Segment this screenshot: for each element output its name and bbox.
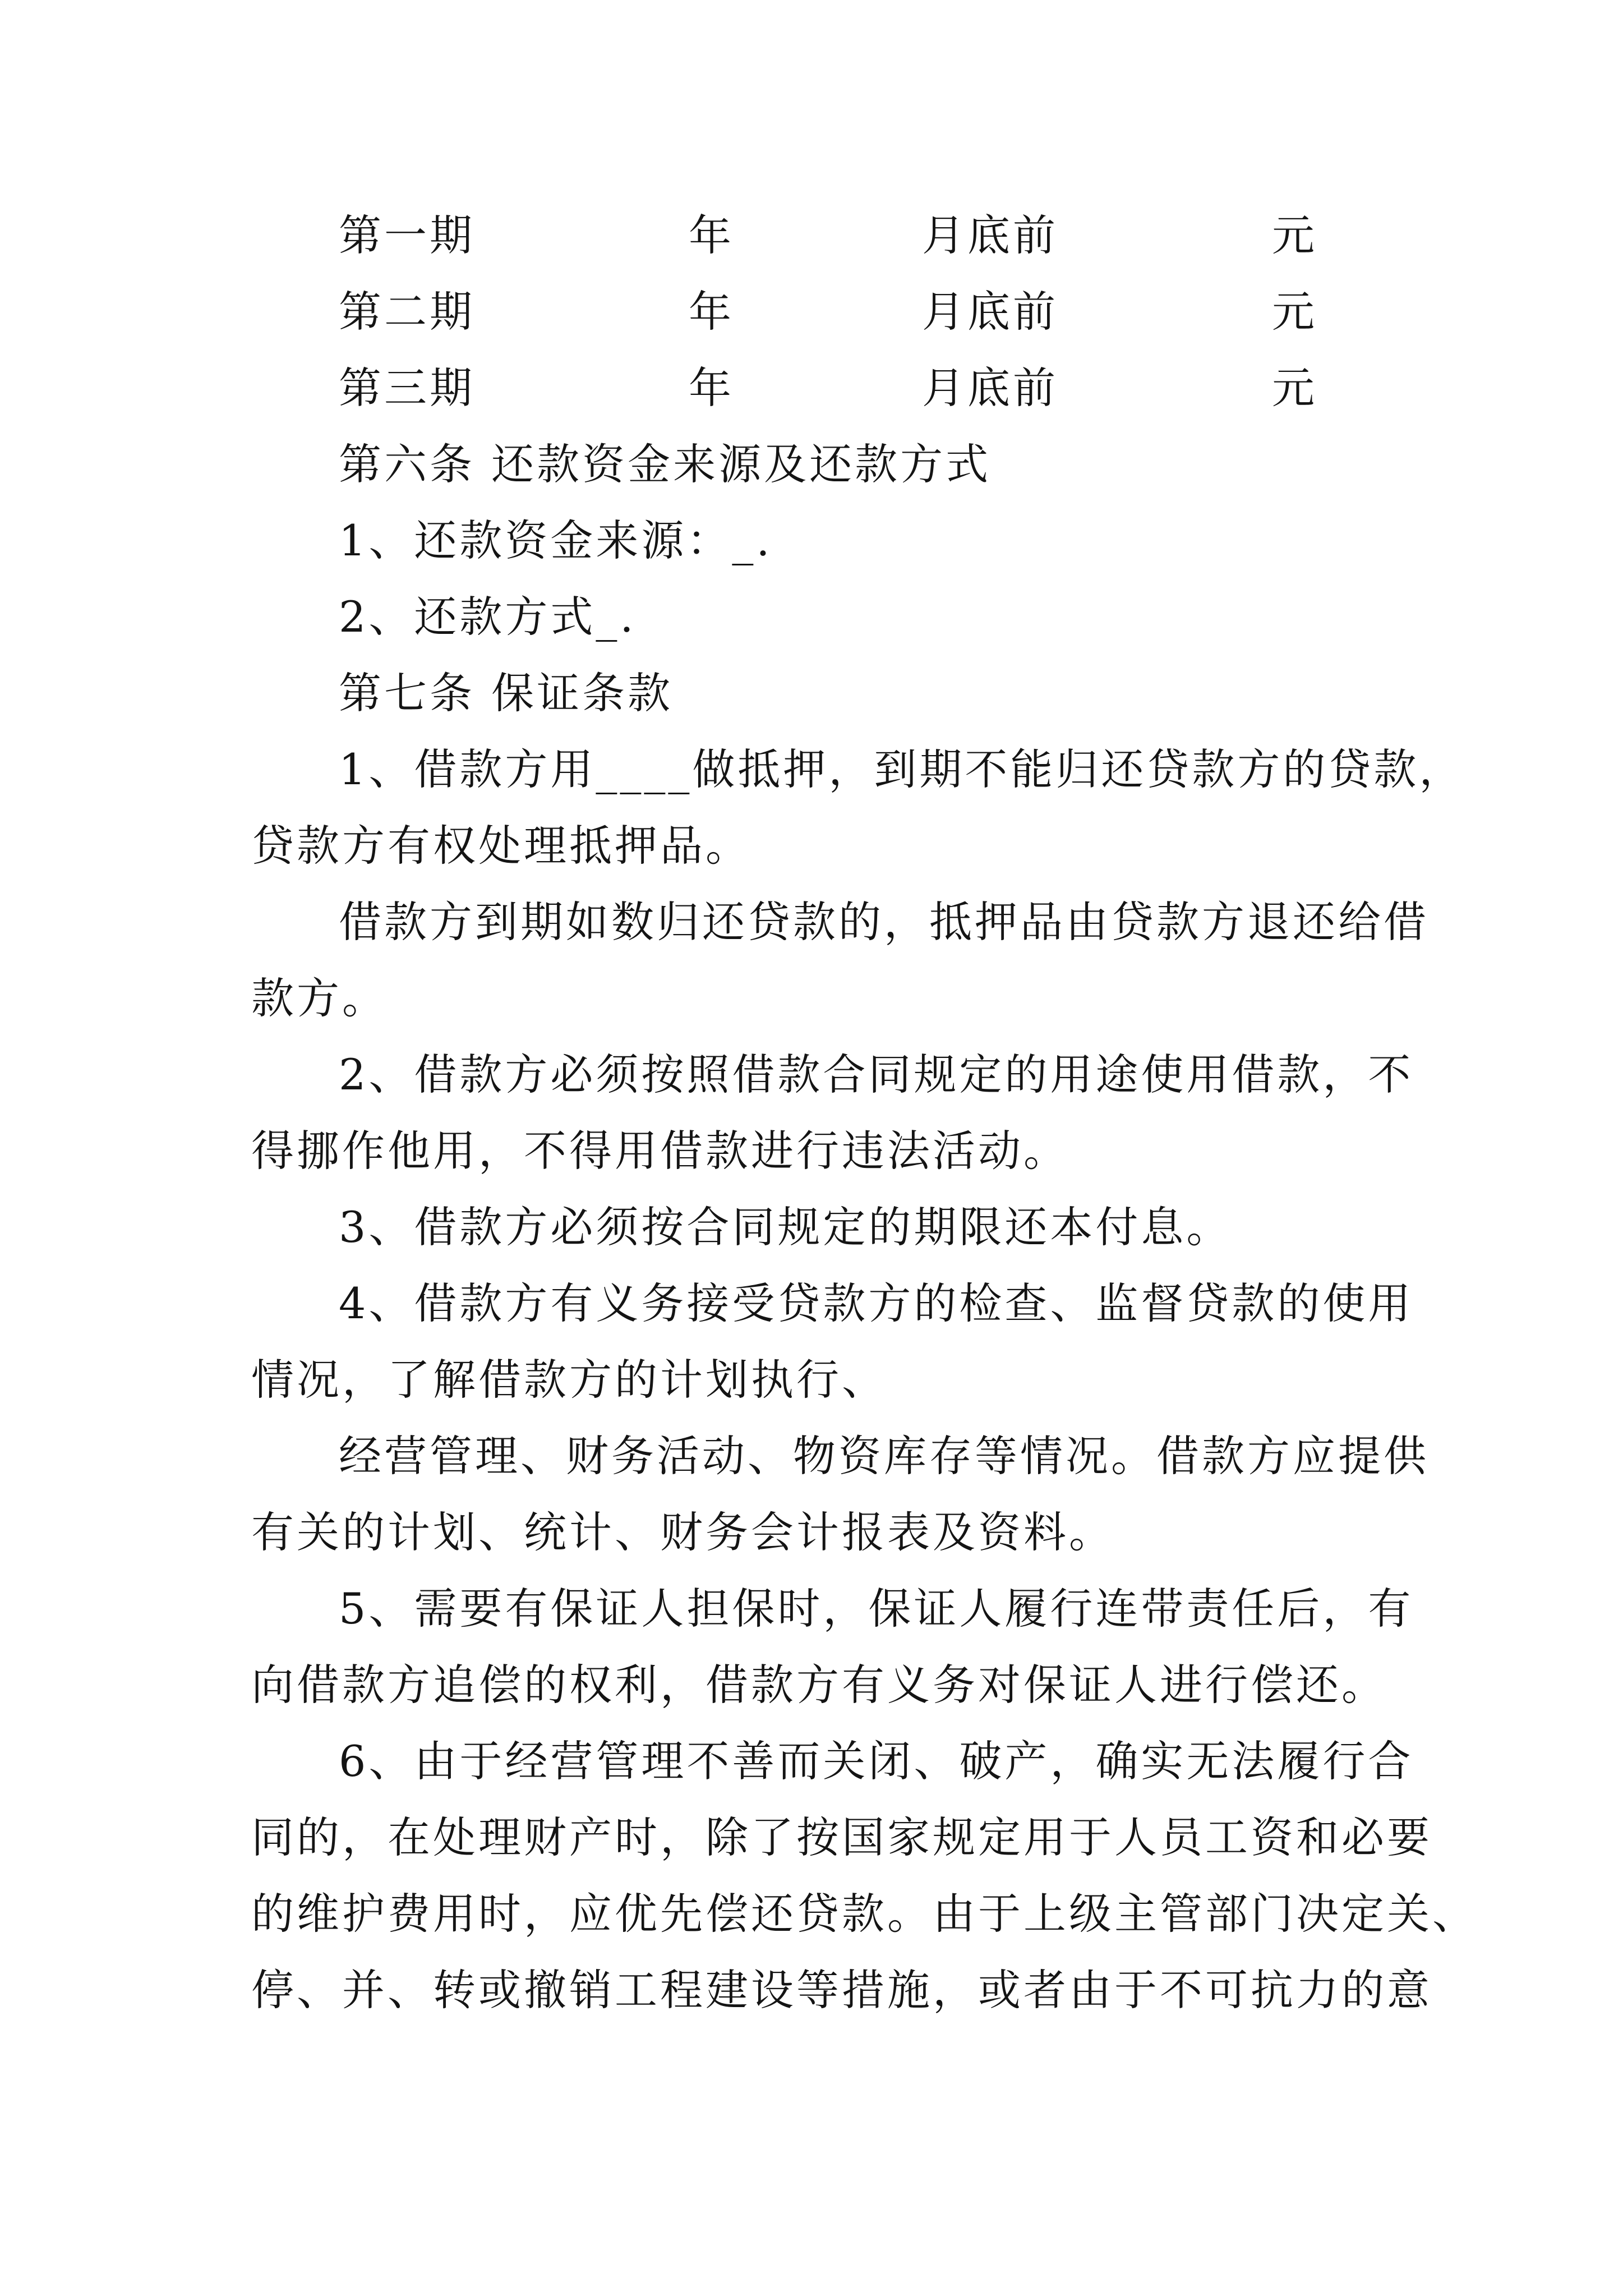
schedule-row-3: [251, 350, 1376, 426]
paragraph-loan-use: [251, 1037, 1414, 1189]
paragraph-bankruptcy: [251, 1723, 1478, 2028]
document-body: [251, 197, 1478, 2028]
schedule-year: 年: [689, 287, 734, 337]
text-line: 5、需要有保证人担保时，保证人履行连带责任后，有: [339, 1584, 1414, 1634]
article-7-title: 第七条 保证条款: [339, 668, 674, 718]
article-6-item-1: 1、还款资金来源：_.: [339, 516, 773, 565]
schedule-unit: 元: [1272, 210, 1317, 260]
text-line: 经营管理、财务活动、物资库存等情况。借款方应提供: [339, 1431, 1429, 1481]
text-line: 同的，在处理财产时，除了按国家规定用于人员工资和必要: [251, 1812, 1432, 1862]
article-6-title: 第六条 还款资金来源及还款方式: [339, 439, 992, 489]
paragraph-inspection: [251, 1266, 1414, 1418]
schedule-period: 第二期: [339, 287, 475, 337]
text-line: 的维护费用时，应优先偿还贷款。由于上级主管部门决定关、: [251, 1889, 1478, 1939]
text-line: 借款方到期如数归还贷款的，抵押品由贷款方退还给借: [339, 897, 1429, 947]
schedule-unit: 元: [1272, 363, 1317, 413]
paragraph-collateral-return: [251, 884, 1429, 1037]
text-line: 得挪作他用，不得用借款进行违法活动。: [251, 1126, 1069, 1176]
schedule-period: 第一期: [339, 210, 475, 260]
text-line: 情况，了解借款方的计划执行、: [251, 1355, 887, 1405]
paragraph-operations: [251, 1418, 1429, 1571]
schedule-year: 年: [689, 210, 734, 260]
text-line: 款方。: [251, 973, 388, 1023]
text-line: 4、借款方有义务接受贷款方的检查、监督贷款的使用: [339, 1278, 1414, 1328]
schedule-year: 年: [689, 363, 734, 413]
paragraph-collateral: [251, 731, 1465, 884]
paragraph-guarantor: [251, 1571, 1414, 1723]
article-6-item-2: 2、还款方式_.: [339, 592, 637, 642]
schedule-month: 月底前: [922, 363, 1058, 413]
schedule-period: 第三期: [339, 363, 475, 413]
text-line: 3、借款方必须按合同规定的期限还本付息。: [339, 1202, 1232, 1252]
schedule-month: 月底前: [922, 287, 1058, 337]
text-line: 2、借款方必须按照借款合同规定的用途使用借款，不: [339, 1050, 1414, 1099]
paragraph-repayment-term: [251, 1189, 1376, 1266]
schedule-row-2: [251, 274, 1376, 350]
text-line: 有关的计划、统计、财务会计报表及资料。: [251, 1507, 1114, 1557]
text-line: 6、由于经营管理不善而关闭、破产，确实无法履行合: [339, 1736, 1414, 1786]
text-line: 贷款方有权处理抵押品。: [251, 821, 751, 871]
text-line: 停、并、转或撤销工程建设等措施，或者由于不可抗力的意: [251, 1965, 1432, 2015]
schedule-unit: 元: [1272, 287, 1317, 337]
text-line: 1、借款方用____做抵押，到期不能归还贷款方的贷款，: [339, 744, 1465, 794]
schedule-row-1: [251, 197, 1376, 274]
text-line: 向借款方追偿的权利，借款方有义务对保证人进行偿还。: [251, 1660, 1387, 1710]
schedule-month: 月底前: [922, 210, 1058, 260]
